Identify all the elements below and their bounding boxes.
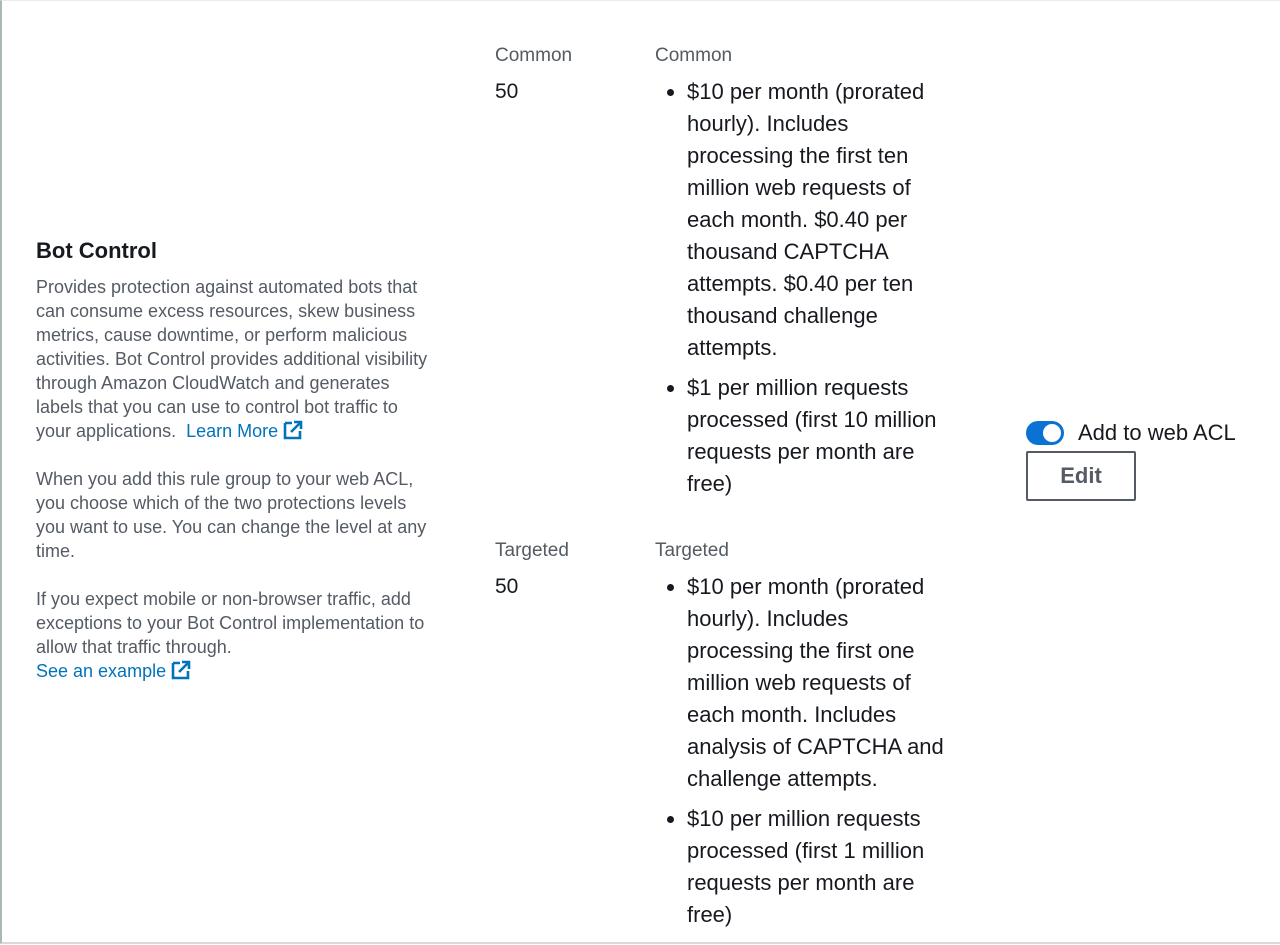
external-link-icon	[170, 659, 192, 681]
external-link-icon	[282, 419, 304, 441]
rule-group-title: Bot Control	[36, 238, 157, 263]
summary-text: Provides protection against automated bots that can consume excess resources, skew business metrics, cause downtime, or perform malicious activities. Bot Control provides additional visibility through Amazon CloudWatch and generates labels that you can use to control bot traffic to your applications.	[36, 277, 428, 441]
price-item: • $10 per million requests processed (first 1 million requests per month are free)	[687, 803, 957, 931]
price-list	[655, 571, 957, 931]
price-item: • $1 per million requests processed (first 10 million requests per month are free)	[687, 372, 957, 500]
mobile-traffic-note	[36, 587, 436, 683]
capacity-value: 50	[495, 575, 519, 598]
add-to-web-acl-toggle[interactable]	[1026, 421, 1064, 445]
toggle-label: Add to web ACL	[1078, 420, 1236, 445]
capacity-targeted	[495, 539, 569, 601]
rule-group-summary	[36, 275, 436, 443]
mobile-traffic-text: If you expect mobile or non-browser traffic, add exceptions to your Bot Control implementation to allow that traffic through.	[36, 589, 425, 657]
toggle-knob	[1043, 424, 1061, 442]
add-to-web-acl-toggle-row	[1026, 417, 1266, 449]
price-targeted	[655, 539, 957, 939]
see-example-label: See an example	[36, 661, 167, 681]
edit-button[interactable]: Edit	[1026, 451, 1136, 501]
capacity-label: Targeted	[495, 540, 569, 561]
price-common	[655, 44, 957, 508]
rule-group-description	[36, 237, 436, 707]
bot-control-row	[2, 1, 1280, 945]
learn-more-label: Learn More	[186, 421, 279, 441]
price-item: • $10 per month (prorated hourly). Includes processing the first one million web requests of each month. Includes analysis of CAPTCHA and challenge attempts.	[687, 571, 957, 795]
rule-group-actions	[1026, 417, 1266, 501]
price-label: Common	[655, 45, 733, 66]
capacity-common	[495, 44, 572, 106]
capacity-value: 50	[495, 80, 519, 103]
price-label: Targeted	[655, 540, 729, 561]
see-example-link[interactable]	[36, 661, 192, 681]
protection-level-note: When you add this rule group to your web ACL, you choose which of the two protections levels you want to use. You can change the level at any time.	[36, 469, 427, 561]
learn-more-link[interactable]	[186, 421, 304, 441]
price-item: • $10 per month (prorated hourly). Includes processing the first ten million web requests of each month. $0.40 per thousand CAPTCHA attempts. $0.40 per ten thousand challenge attempts.	[687, 76, 957, 364]
capacity-label: Common	[495, 45, 573, 66]
price-list	[655, 76, 957, 500]
